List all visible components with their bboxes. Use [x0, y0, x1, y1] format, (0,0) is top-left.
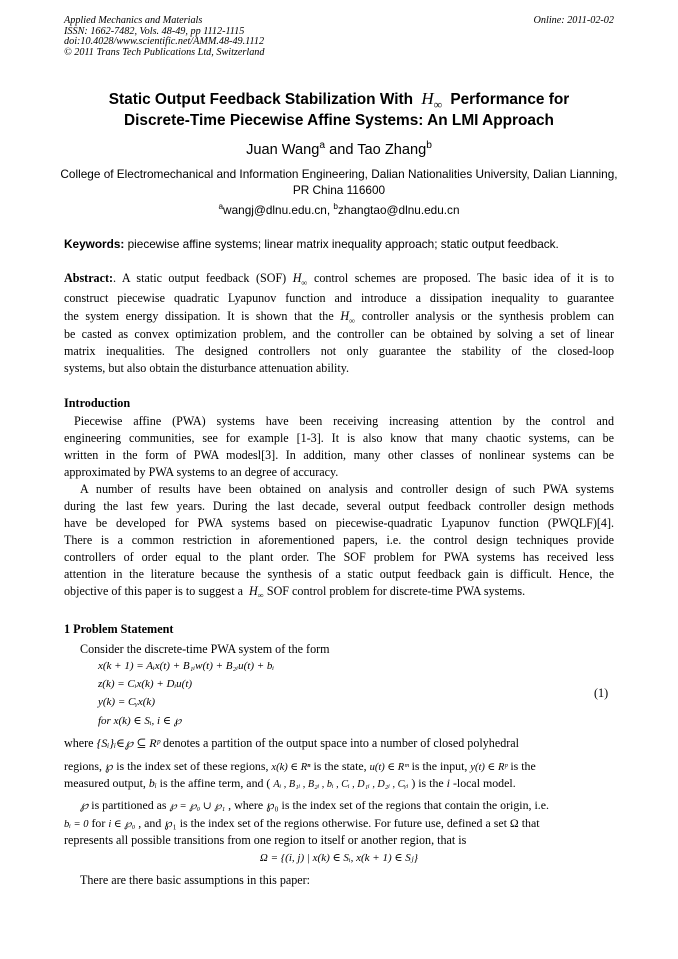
equation-line: for x(k) ∈ Sᵢ, i ∈ ℘	[98, 715, 182, 727]
section1-intro: Consider the discrete-time PWA system of the form	[80, 642, 330, 656]
where-line: regions, ℘ is the index set of these regions, x(k) ∈ Rⁿ is the state, u(t) ∈ Rᵐ is the input, y(t) ∈ Rᵖ is the	[64, 759, 536, 773]
intro-p2-line: have be developed for PWA systems based on piecewise-quadratic Lyapunov function (PWQLF)[4].	[64, 516, 614, 530]
journal-header	[64, 16, 264, 58]
journal-name: Applied Mechanics and Materials	[64, 15, 203, 26]
where-line: where {Sᵢ}ᵢ∈℘ ⊆ Rᵖ denotes a partition of the output space into a number of closed polyhedral	[64, 736, 520, 750]
abstract-line: systems, but also obtain the disturbance attenuation ability.	[64, 361, 350, 375]
intro-p1-line: written in the form of PWA modesl[3]. In addition, many other classes of nonlinear systems can be	[64, 448, 614, 462]
online-date: Online: 2011-02-02	[533, 15, 614, 26]
authors: Juan Wang$^a$ and Tao Zhang$^b$	[246, 140, 432, 158]
intro-p2-line: attention in the literature because the synthesis of a static output feedback gain is difficult. Hence, the	[64, 567, 614, 581]
abstract-line: be casted as convex optimization problem, and the controller can be obtained by solving a set of linear	[64, 327, 614, 341]
paper-title	[0, 88, 678, 111]
where-line: measured output, bᵢ is the affine term, and ( Aᵢ , B₁ᵢ , B₂ᵢ , bᵢ , Cᵢ , D₁ᵢ , D₂ᵢ , Cᵧᵢ ) is the i -local model.	[64, 776, 516, 790]
email-a[interactable]: wangj@dlnu.edu.cn,	[223, 203, 334, 217]
abstract-line: the system energy dissipation. It is shown that the $H_\infty$ controller analysis or the synthesis problem can	[64, 309, 615, 326]
equation-number: (1)	[594, 686, 609, 700]
title-line1-post: Performance for	[450, 91, 570, 108]
copyright: © 2011 Trans Tech Publications Ltd, Switzerland	[64, 46, 265, 58]
assumptions-line: There are there basic assumptions in this paper:	[80, 873, 311, 887]
equation-line: x(k + 1) = Aᵢx(t) + B₁ᵢw(t) + B₂ᵢu(t) + bᵢ	[98, 660, 275, 672]
partition-line: ℘ is partitioned as ℘ = ℘₀ ∪ ℘₁ , where ℘₀ is the index set of the regions that contain the origin, i.e.	[80, 798, 550, 812]
intro-p1-line: Piecewise affine (PWA) systems have been receiving increasing attention by the control and	[74, 414, 614, 428]
partition-line: bᵢ = 0 for i ∈ ℘₀ , and ℘₁ is the index set of the regions otherwise. For future use, defined a set Ω that	[64, 816, 540, 830]
keywords-label: Keywords:	[64, 237, 125, 251]
affiliation: College of Electromechanical and Information Engineering, Dalian Nationalities University, Dalian Lianning, PR China 116600	[60, 167, 618, 197]
author-emails: $^a$wangj@dlnu.edu.cn, $^b$zhangtao@dlnu.edu.cn	[218, 202, 460, 217]
keywords	[64, 237, 559, 251]
intro-p2-line: A number of results have been obtained on analysis and controller design of such PWA systems	[80, 482, 614, 496]
omega-definition: Ω = {(i, j) | x(k) ∈ Sᵢ, x(k + 1) ∈ Sⱼ}	[259, 852, 419, 864]
intro-p2-line: controllers of order equal to the plant order. The SOF problem for PWA systems has received less	[64, 550, 614, 564]
title-line1-pre: Static Output Feedback Stabilization With	[108, 91, 414, 108]
hinf-symbol: $H_\infty$	[421, 89, 443, 112]
intro-p1-line: engineering communities, see for example [1-3]. It is also know that many chaotic systems, can be	[64, 431, 614, 445]
equation-line: y(k) = Cᵧx(k)	[98, 696, 155, 708]
email-b[interactable]: zhangtao@dlnu.edu.cn	[338, 203, 460, 217]
intro-p1-line: approximated by PWA systems to an degree of accuracy.	[64, 465, 339, 479]
paper-title-line2: Discrete-Time Piecewise Affine Systems: An LMI Approach	[124, 112, 554, 129]
intro-p2-line: There is a common restriction in aforementioned papers, i.e. the control design techniques provide	[64, 533, 614, 547]
keywords-text: piecewise affine systems; linear matrix inequality approach; static output feedback.	[124, 237, 559, 251]
section1-heading: 1 Problem Statement	[64, 622, 174, 636]
abstract-label: Abstract:	[64, 271, 114, 285]
abstract-line: Abstract:. A static output feedback (SOF) $H_\infty$ control schemes are proposed. The basic idea of it is to	[64, 271, 615, 288]
abstract-line: matrix inequalities. The designed controllers not only guarantee the stability of the closed-loop	[64, 344, 614, 358]
intro-p2-line: objective of this paper is to suggest a $H_\infty$ SOF control problem for discrete-time PWA systems.	[64, 584, 526, 601]
abstract-line: construct piecewise quadratic Lyapunov function and introduce a dissipation inequality to guarantee	[64, 291, 614, 305]
intro-p2-line: during the last few years. During the last decade, several output feedback controller design methods	[64, 499, 614, 513]
equation-line: z(k) = Cᵢx(k) + Dᵢu(t)	[98, 678, 193, 690]
introduction-heading: Introduction	[64, 396, 131, 410]
doi: doi:10.4028/www.scientific.net/AMM.48-49.1112	[64, 36, 265, 48]
partition-line: represents all possible transitions from one region to itself or another region, that is	[64, 833, 467, 847]
issn: ISSN: 1662-7482, Vols. 48-49, pp 1112-1115	[64, 25, 245, 37]
